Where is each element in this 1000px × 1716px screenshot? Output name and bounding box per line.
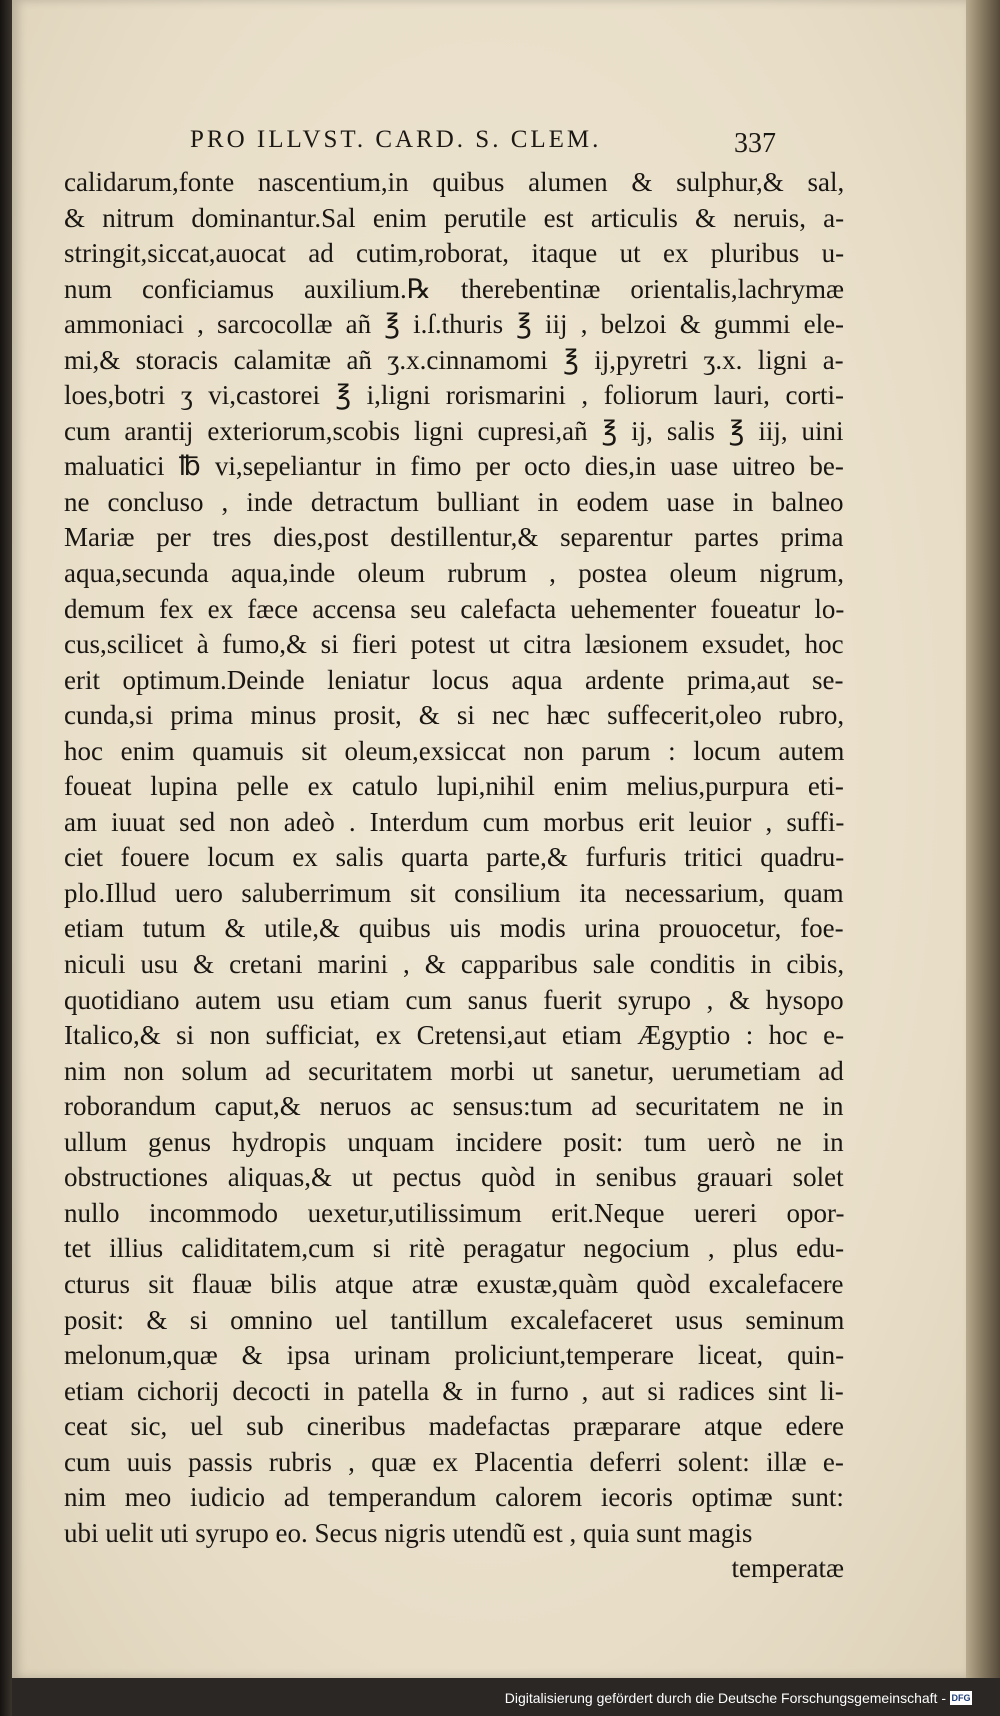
text-line: nim meo iudicio ad temperandum calorem iecoris optimæ sunt:	[64, 1482, 844, 1513]
text-line: ullum genus hydropis unquam incidere posit: tum uerò ne in	[64, 1126, 844, 1157]
text-line: am iuuat sed non adeò . Interdum cum morbus erit leuior , suffi-	[64, 806, 845, 837]
text-line: plo.Illud uero saluberrimum sit consilium ita necessarium, quam	[64, 877, 844, 908]
text-line: quotidiano autem usu etiam cum sanus fuerit syrupo , & hysopo	[64, 984, 844, 1015]
text-line: cum uuis passis rubris , quæ ex Placentia deferri solent: illæ e-	[64, 1446, 844, 1477]
text-line: demum fex ex fæce accensa seu calefacta uehementer foueatur lo-	[64, 593, 845, 624]
text-line: etiam cichorij decocti in patella & in furno , aut si radices sint li-	[64, 1375, 844, 1406]
text-line: num conficiamus auxilium.℞ therebentinæ orientalis,lachrymæ	[64, 273, 845, 304]
text-line: & nitrum dominantur.Sal enim perutile est articulis & neruis, a-	[64, 202, 845, 233]
text-line: roborandum caput,& neruos ac sensus:tum ad securitatem ne in	[64, 1091, 844, 1122]
text-line: hoc enim quamuis sit oleum,exsiccat non parum : locum autem	[64, 735, 845, 766]
text-line: cum arantij exteriorum,scobis ligni cupresi,añ ℥ ij, salis ℥ iij, uini	[64, 415, 844, 446]
text-line: tet illius caliditatem,cum si ritè peragatur negocium , plus edu-	[64, 1233, 845, 1264]
text-line: Italico,& si non sufficiat, ex Cretensi,aut etiam Ægyptio : hoc e-	[64, 1020, 845, 1051]
text-line: cus,scilicet à fumo,& si fieri potest ut citra læsionem exsudet, hoc	[64, 629, 844, 660]
text-line: calidarum,fonte nascentium,in quibus alumen & sulphur,& sal,	[64, 167, 845, 197]
text-line: obstructiones aliquas,& ut pectus quòd in senibus grauari solet	[64, 1162, 844, 1193]
text-line: aqua,secunda aqua,inde oleum rubrum , postea oleum nigrum,	[64, 558, 845, 589]
text-line: nim non solum ad securitatem morbi ut sanetur, uerumetiam ad	[64, 1055, 844, 1086]
text-line: maluatici ℔ vi,sepeliantur in fimo per octo dies,in uase uitreo be-	[64, 451, 844, 482]
text-line: mi,& storacis calamitæ añ ʒ.x.cinnamomi ℥ ij,pyretri ʒ.x. ligni a-	[64, 344, 844, 375]
text-line: ammoniaci , sarcocollæ añ ℥ i.ſ.thuris ℥ iij , belzoi & gummi ele-	[64, 309, 845, 340]
page-number: 337	[734, 128, 776, 159]
text-line: ubi uelit uti syrupo eo. Secus nigris utendũ est , quia sunt magis	[64, 1517, 753, 1548]
text-line: melonum,quæ & ipsa urinam proliciunt,temperare liceat, quin-	[64, 1340, 845, 1371]
text-line: ne concluso , inde detractum bulliant in eodem uase in balneo	[64, 486, 844, 517]
text-line: niculi usu & cretani marini , & capparibus sale conditis in cibis,	[64, 949, 845, 980]
text-line: cunda,si prima minus prosit, & si nec hæc suffecerit,oleo rubro,	[64, 700, 845, 731]
text-line: cturus sit flauæ bilis atque atræ exustæ,quàm quòd excalefacere	[64, 1268, 844, 1299]
text-line: posit: & si omnino uel tantillum excalefaceret usus seminum	[64, 1304, 845, 1335]
text-line: Mariæ per tres dies,post destillentur,& separentur partes prima	[64, 522, 844, 553]
text-line: erit optimum.Deinde leniatur locus aqua ardente prima,aut se-	[64, 664, 844, 695]
book-spine-shadow	[0, 0, 12, 1716]
text-line: ceat sic, uel sub cineribus madefactas præparare atque edere	[64, 1411, 844, 1442]
text-line: loes,botri ʒ vi,castorei ℥ i,ligni rorismarini , foliorum lauri, corti-	[64, 380, 844, 411]
catchword: temperatæ	[731, 1553, 844, 1584]
text-line: foueat lupina pelle ex catulo lupi,nihil enim melius,purpura eti-	[64, 771, 844, 802]
dfg-logo-icon: DFG	[951, 1693, 971, 1703]
page-edge-shadow	[966, 0, 1000, 1678]
text-line: etiam tutum & utile,& quibus uis modis urina prouocetur, foe-	[64, 913, 844, 944]
text-line: ciet fouere locum ex salis quarta parte,& furfuris tritici quadru-	[64, 842, 845, 873]
digitization-credit	[505, 1690, 972, 1706]
running-title: PRO ILLVST. CARD. S. CLEM.	[190, 126, 602, 153]
book-page	[12, 0, 966, 1678]
body-text	[64, 165, 844, 1587]
text-line: nullo incommodo uexetur,utilissimum erit.Neque uereri opor-	[64, 1197, 845, 1228]
text-line: stringit,siccat,auocat ad cutim,roborat, itaque ut ex pluribus u-	[64, 238, 845, 269]
credit-text: Digitalisierung gefördert durch die Deutsche Forschungsgemeinschaft -	[504, 1690, 946, 1706]
